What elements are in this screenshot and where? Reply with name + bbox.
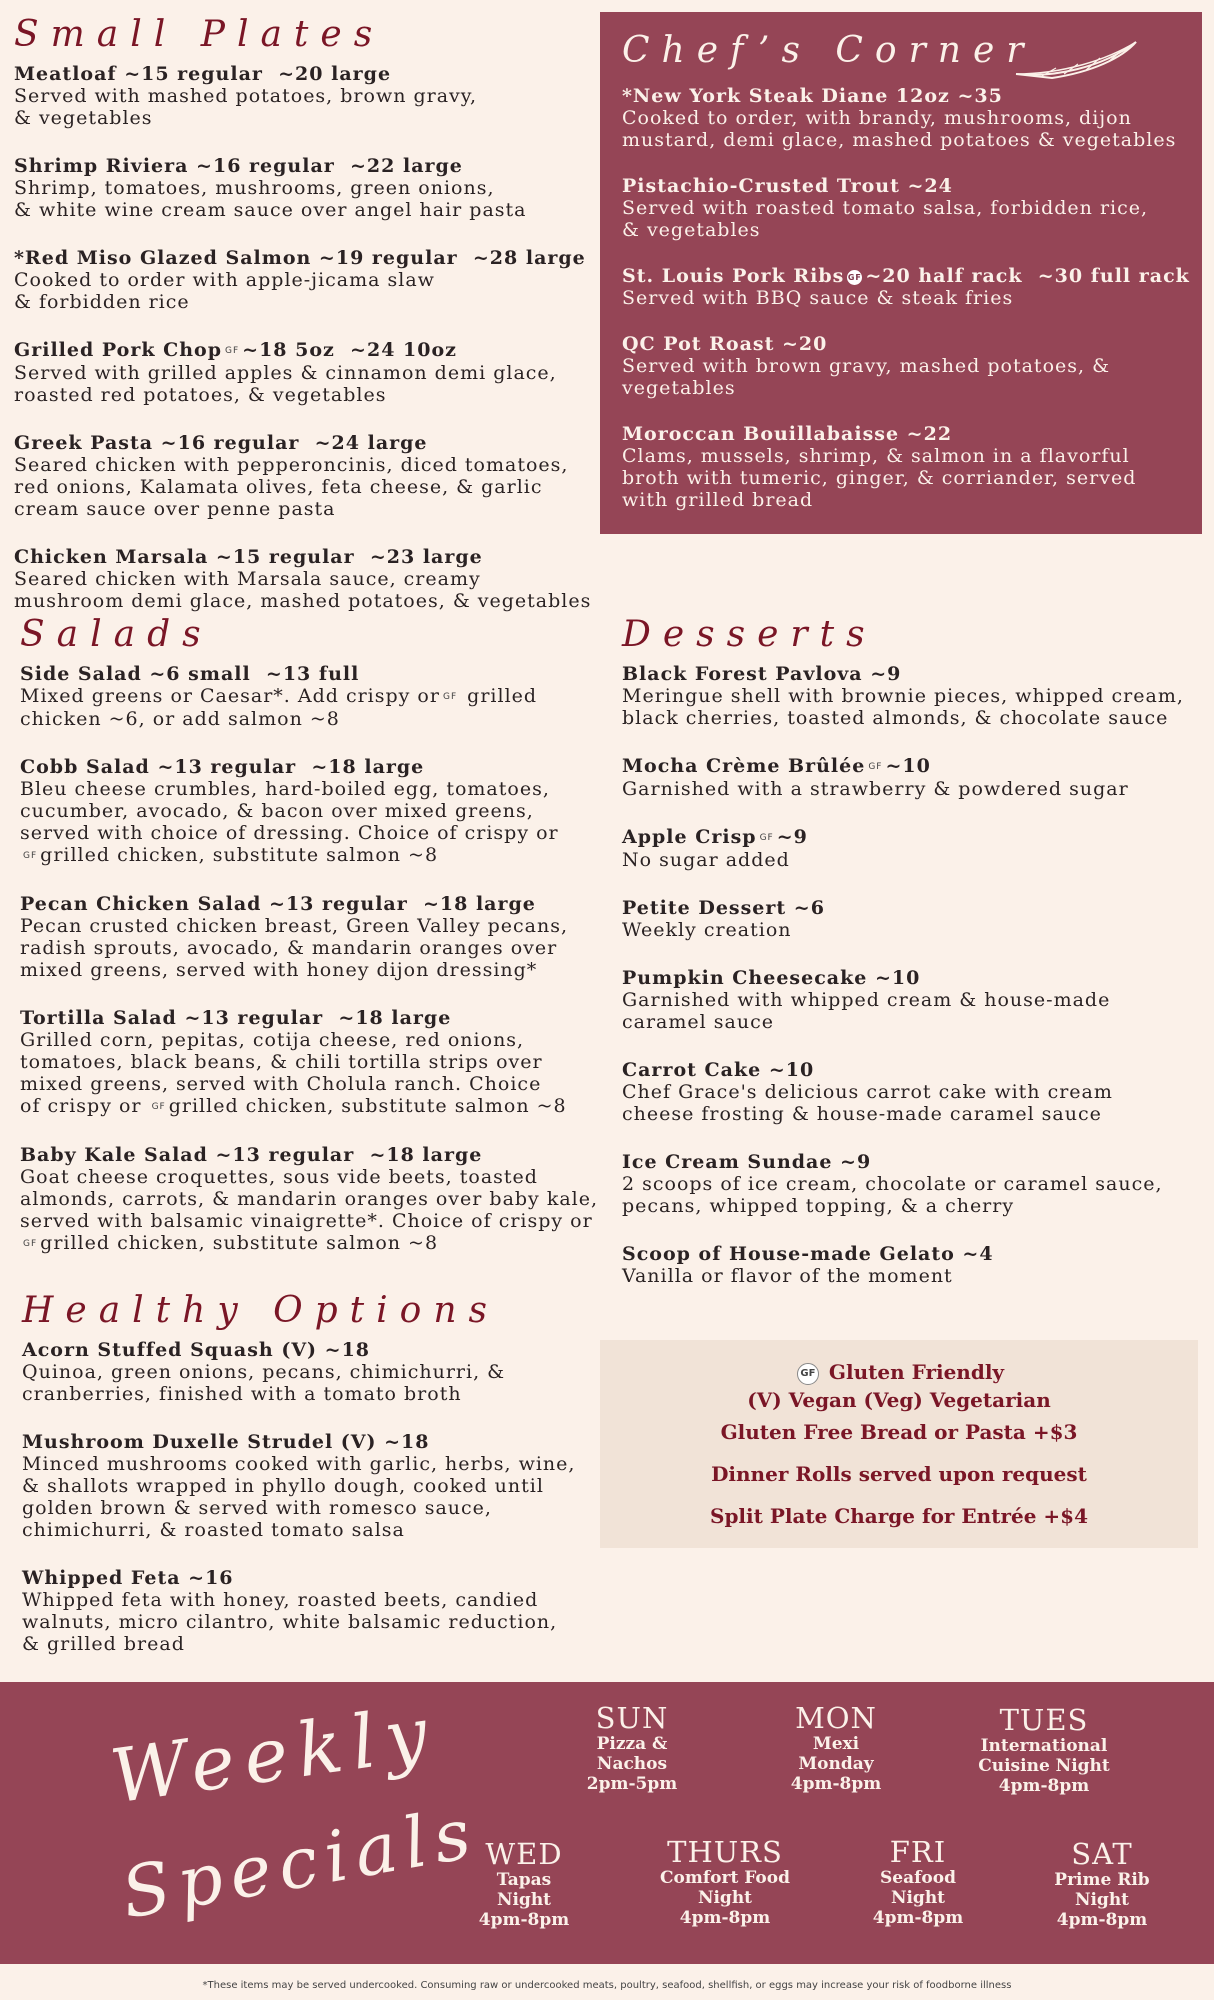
item-desc-a: Bleu cheese crumbles, hard-boiled egg, tomatoes, cucumber, avocado, & bacon over mixed greens, served with choice of dressing. Choice of crispy or bbox=[20, 778, 559, 844]
menu-item bbox=[14, 155, 594, 221]
menu-item bbox=[14, 247, 594, 313]
menu-item bbox=[14, 63, 594, 129]
day-desc: Tapas Night 4pm-8pm bbox=[478, 1870, 570, 1930]
item-name: Carrot Cake ~10 bbox=[622, 1059, 815, 1081]
item-name: Moroccan Bouillabaisse ~22 bbox=[622, 423, 953, 445]
menu-item bbox=[622, 1243, 1202, 1287]
day-name: WED bbox=[485, 1837, 563, 1871]
item-desc: Cooked to order, with brandy, mushrooms, dijon mustard, demi glace, mashed potatoes & vegetables bbox=[622, 107, 1177, 151]
item-name: Pumpkin Cheesecake ~10 bbox=[622, 967, 921, 989]
day-desc: Mexi Monday 4pm-8pm bbox=[790, 1734, 882, 1794]
specials-title-weekly: Weekly bbox=[105, 1689, 443, 1821]
menu-item bbox=[622, 85, 1192, 151]
day-desc: Pizza & Nachos 2pm-5pm bbox=[586, 1734, 678, 1794]
item-desc: Served with brown gravy, mashed potatoes, & vegetables bbox=[622, 355, 1110, 399]
item-name bbox=[622, 265, 1192, 287]
day-name: TUES bbox=[999, 1703, 1089, 1737]
gf-icon: GF bbox=[23, 1239, 38, 1249]
menu-item bbox=[622, 175, 1192, 241]
item-name: Pistachio-Crusted Trout ~24 bbox=[622, 175, 953, 197]
special-day-wed bbox=[424, 1838, 624, 1930]
menu-item bbox=[20, 893, 600, 981]
item-name: *Red Miso Glazed Salmon ~19 regular ~28 large bbox=[14, 247, 586, 269]
gf-icon: GF bbox=[847, 270, 862, 285]
day-desc: Comfort Food Night 4pm-8pm bbox=[660, 1868, 790, 1928]
weekly-specials-title bbox=[105, 1689, 485, 1952]
menu-item bbox=[622, 663, 1202, 729]
item-desc: Vanilla or flavor of the moment bbox=[622, 1265, 953, 1287]
undercooked-footnote: *These items may be served undercooked. Consuming raw or undercooked meats, poultry, seafood, shellfish, or eggs may increase your risk of foodborne illness bbox=[202, 1980, 1012, 1991]
special-day-sun bbox=[532, 1702, 732, 1794]
item-desc-b: grilled chicken ~6, or add salmon ~8 bbox=[20, 685, 538, 730]
item-desc: Shrimp, tomatoes, mushrooms, green onions, & white wine cream sauce over angel hair pasta bbox=[14, 177, 527, 221]
info-split-plate: Split Plate Charge for Entrée +$4 bbox=[710, 1504, 1088, 1528]
menu-item bbox=[622, 333, 1192, 399]
menu-item bbox=[622, 826, 1202, 871]
healthy-options-section bbox=[22, 1290, 602, 1681]
item-desc: Minced mushrooms cooked with garlic, herbs, wine, & shallots wrapped in phyllo dough, cooked until golden brown & served with romesco sauce, chimichurri, & roasted tomato salsa bbox=[22, 1453, 576, 1541]
item-name: Mushroom Duxelle Strudel (V) ~18 bbox=[22, 1431, 430, 1453]
item-name: Whipped Feta ~16 bbox=[22, 1567, 234, 1589]
special-day-sat bbox=[1002, 1838, 1202, 1930]
menu-item bbox=[622, 967, 1202, 1033]
item-name: Greek Pasta ~16 regular ~24 large bbox=[14, 432, 428, 454]
item-desc bbox=[20, 1029, 600, 1118]
info-gluten-friendly: Gluten Friendly bbox=[828, 1360, 1005, 1384]
item-desc: No sugar added bbox=[622, 849, 790, 871]
gf-icon: GF bbox=[225, 346, 240, 356]
item-desc: Meringue shell with brownie pieces, whipped cream, black cherries, toasted almonds, & chocolate sauce bbox=[622, 685, 1184, 729]
item-name-a: Mocha Crème Brûlée bbox=[622, 755, 866, 777]
item-desc: Weekly creation bbox=[622, 919, 792, 941]
item-desc: Served with roasted tomato salsa, forbidden rice, & vegetables bbox=[622, 197, 1149, 241]
item-name: Chicken Marsala ~15 regular ~23 large bbox=[14, 546, 483, 568]
item-desc bbox=[20, 778, 600, 867]
dietary-info-box bbox=[600, 1340, 1198, 1548]
item-desc-a: Goat cheese croquettes, sous vide beets, toasted almonds, carrots, & mandarin oranges over baby kale, served with balsamic vinaigrette*. Choice of crispy or bbox=[20, 1166, 599, 1232]
menu-item bbox=[14, 546, 594, 612]
item-name: Cobb Salad ~13 regular ~18 large bbox=[20, 756, 425, 778]
item-name: *New York Steak Diane 12oz ~35 bbox=[622, 85, 1003, 107]
item-name: Side Salad ~6 small ~13 full bbox=[20, 663, 360, 685]
menu-item bbox=[22, 1567, 602, 1655]
menu-item bbox=[622, 755, 1202, 800]
day-name: SAT bbox=[1071, 1837, 1133, 1871]
item-name: Pecan Chicken Salad ~13 regular ~18 large bbox=[20, 893, 536, 915]
item-name: QC Pot Roast ~20 bbox=[622, 333, 828, 355]
item-desc bbox=[20, 685, 600, 730]
item-desc: Cooked to order with apple-jicama slaw & forbidden rice bbox=[14, 269, 435, 313]
menu-item bbox=[22, 1339, 602, 1405]
chefs-corner-panel bbox=[600, 12, 1202, 534]
special-day-thurs bbox=[625, 1836, 825, 1928]
small-plates-heading: Small Plates bbox=[14, 14, 385, 55]
item-name-b: ~20 half rack ~30 full rack bbox=[865, 265, 1190, 287]
special-day-tues bbox=[944, 1704, 1144, 1796]
item-desc: 2 scoops of ice cream, chocolate or caramel sauce, pecans, whipped topping, & a cherry bbox=[622, 1173, 1163, 1217]
item-name: Acorn Stuffed Squash (V) ~18 bbox=[22, 1339, 371, 1361]
item-desc-b: grilled chicken, substitute salmon ~8 bbox=[40, 1232, 439, 1254]
menu-item bbox=[622, 1059, 1202, 1125]
item-name: Petite Dessert ~6 bbox=[622, 897, 825, 919]
menu-item bbox=[20, 1144, 600, 1255]
feather-icon bbox=[1012, 38, 1142, 86]
menu-item bbox=[622, 897, 1202, 941]
salads-section bbox=[20, 614, 600, 1281]
menu-item bbox=[22, 1431, 602, 1541]
item-name: Meatloaf ~15 regular ~20 large bbox=[14, 63, 392, 85]
item-name bbox=[14, 339, 594, 362]
item-name-a: St. Louis Pork Ribs bbox=[622, 265, 845, 287]
item-name: Tortilla Salad ~13 regular ~18 large bbox=[20, 1007, 452, 1029]
item-desc-b: grilled chicken, substitute salmon ~8 bbox=[168, 1095, 567, 1117]
menu-item bbox=[14, 339, 594, 406]
menu-item bbox=[20, 663, 600, 730]
item-desc: Clams, mussels, shrimp, & salmon in a flavorful broth with tumeric, ginger, & corriander, served with grilled bread bbox=[622, 445, 1137, 511]
info-gluten-free: Gluten Free Bread or Pasta +$3 bbox=[720, 1420, 1078, 1444]
item-name-b: ~18 5oz ~24 10oz bbox=[242, 339, 457, 361]
gf-icon: GF bbox=[797, 1363, 819, 1385]
healthy-options-heading: Healthy Options bbox=[22, 1290, 499, 1331]
item-desc: Whipped feta with honey, roasted beets, candied walnuts, micro cilantro, white balsamic reduction, & grilled bread bbox=[22, 1589, 558, 1655]
item-desc: Chef Grace's delicious carrot cake with cream cheese frosting & house-made caramel sauce bbox=[622, 1081, 1113, 1125]
item-name: Shrimp Riviera ~16 regular ~22 large bbox=[14, 155, 463, 177]
item-name: Ice Cream Sundae ~9 bbox=[622, 1151, 872, 1173]
item-name bbox=[622, 826, 1202, 849]
item-name-b: ~10 bbox=[885, 755, 931, 777]
chefs-corner-heading: Chef’s Corner bbox=[622, 30, 1036, 71]
gf-icon: GF bbox=[759, 833, 774, 843]
menu-item bbox=[622, 265, 1192, 309]
item-desc-a: Grilled corn, pepitas, cotija cheese, red onions, tomatoes, black beans, & chili tortilla strips over mixed greens, served with Cholula ranch. Choice of crispy or bbox=[20, 1029, 543, 1117]
day-name: FRI bbox=[889, 1835, 947, 1869]
gf-icon: GF bbox=[868, 762, 883, 772]
day-name: MON bbox=[795, 1701, 877, 1735]
day-name: SUN bbox=[595, 1701, 669, 1735]
item-desc: Served with mashed potatoes, brown gravy, & vegetables bbox=[14, 85, 478, 129]
special-day-fri bbox=[818, 1836, 1018, 1928]
salads-heading: Salads bbox=[20, 614, 213, 655]
desserts-heading: Desserts bbox=[622, 614, 877, 655]
item-desc: Seared chicken with pepperoncinis, diced tomatoes, red onions, Kalamata olives, feta cheese, & garlic cream sauce over penne pasta bbox=[14, 454, 569, 520]
desserts-section bbox=[622, 614, 1202, 1313]
item-desc bbox=[20, 1166, 600, 1255]
item-desc-a: Mixed greens or Caesar*. Add crispy or bbox=[20, 685, 440, 707]
menu-item bbox=[622, 1151, 1202, 1217]
item-name-a: Grilled Pork Chop bbox=[14, 339, 223, 361]
item-desc: Served with grilled apples & cinnamon demi glace, roasted red potatoes, & vegetables bbox=[14, 362, 557, 406]
gf-icon: GF bbox=[151, 1102, 166, 1112]
item-name bbox=[622, 755, 1202, 778]
info-dinner-rolls: Dinner Rolls served upon request bbox=[711, 1462, 1087, 1486]
small-plates-section bbox=[14, 14, 594, 638]
menu-item bbox=[622, 423, 1192, 511]
specials-title-specials: Specials bbox=[115, 1791, 485, 1935]
item-desc-b: grilled chicken, substitute salmon ~8 bbox=[40, 844, 439, 866]
gf-icon: GF bbox=[442, 692, 458, 702]
day-desc: International Cuisine Night 4pm-8pm bbox=[978, 1736, 1110, 1796]
day-desc: Prime Rib Night 4pm-8pm bbox=[1054, 1870, 1150, 1930]
menu-item bbox=[20, 756, 600, 867]
day-name: THURS bbox=[667, 1835, 783, 1869]
item-desc: Pecan crusted chicken breast, Green Valley pecans, radish sprouts, avocado, & mandarin oranges over mixed greens, served with honey dijon dressing* bbox=[20, 915, 569, 981]
item-desc: Garnished with whipped cream & house-made caramel sauce bbox=[622, 989, 1111, 1033]
item-desc: Seared chicken with Marsala sauce, creamy mushroom demi glace, mashed potatoes, & vegetables bbox=[14, 568, 592, 612]
item-name-a: Apple Crisp bbox=[622, 826, 757, 848]
item-desc: Quinoa, green onions, pecans, chimichurri, & cranberries, finished with a tomato broth bbox=[22, 1361, 506, 1405]
item-desc: Served with BBQ sauce & steak fries bbox=[622, 287, 1014, 309]
item-desc: Garnished with a strawberry & powdered sugar bbox=[622, 778, 1129, 800]
item-name: Baby Kale Salad ~13 regular ~18 large bbox=[20, 1144, 483, 1166]
special-day-mon bbox=[736, 1702, 936, 1794]
info-vegan: (V) Vegan (Veg) Vegetarian bbox=[747, 1388, 1051, 1412]
menu-item bbox=[14, 432, 594, 520]
weekly-specials-banner bbox=[0, 1682, 1214, 1964]
menu-item bbox=[20, 1007, 600, 1118]
item-name-b: ~9 bbox=[776, 826, 808, 848]
day-desc: Seafood Night 4pm-8pm bbox=[872, 1868, 964, 1928]
item-name: Black Forest Pavlova ~9 bbox=[622, 663, 902, 685]
gf-icon: GF bbox=[23, 851, 38, 861]
info-line-gf bbox=[600, 1360, 1198, 1385]
item-name: Scoop of House-made Gelato ~4 bbox=[622, 1243, 994, 1265]
